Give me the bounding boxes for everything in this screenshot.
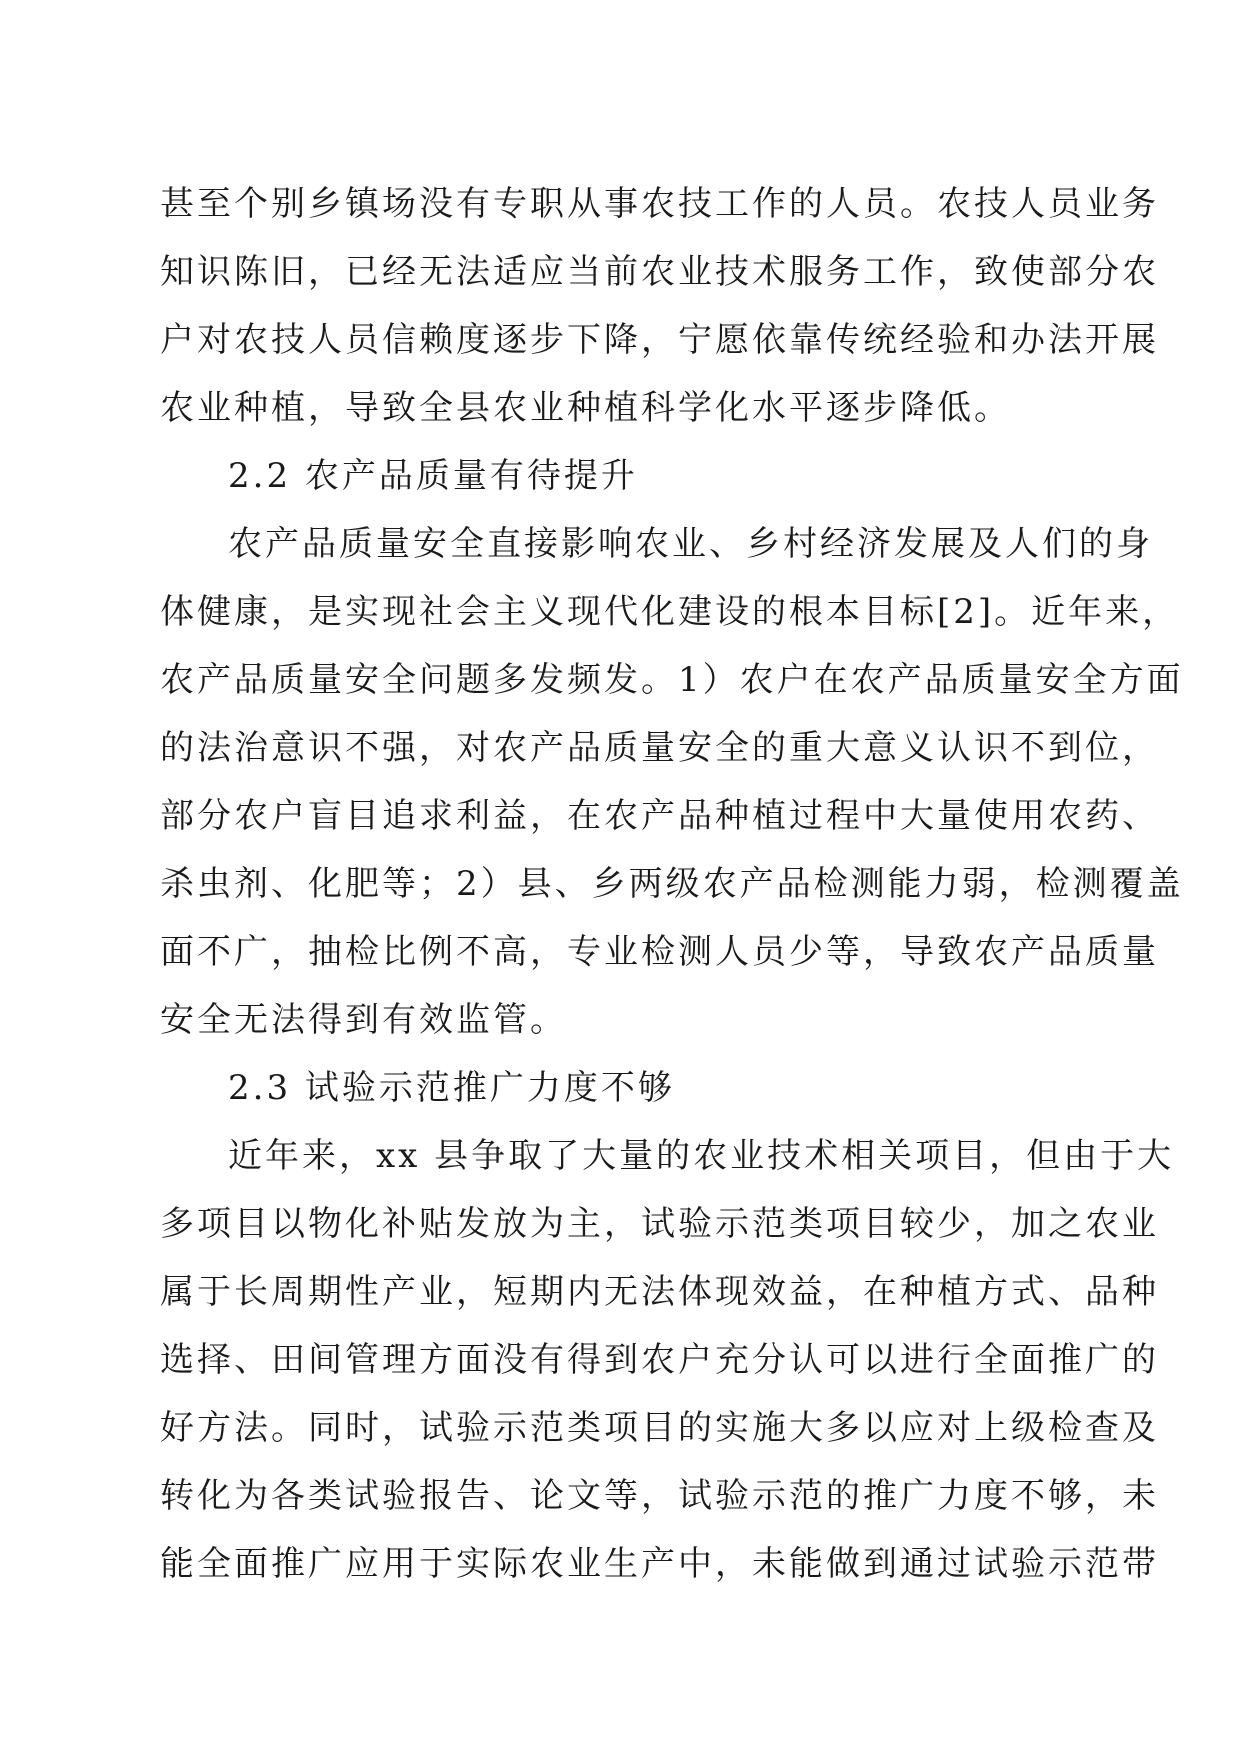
text-line: 甚至个别乡镇场没有专职从事农技工作的人员。农技人员业务 bbox=[160, 184, 1159, 224]
text-line: 户对农技人员信赖度逐步下降，宁愿依靠传统经验和办法开展 bbox=[160, 320, 1159, 360]
text-line: 农产品质量安全问题多发频发。1）农户在农产品质量安全方面 bbox=[160, 660, 1184, 700]
text-line: 部分农户盲目追求利益，在农产品种植过程中大量使用农药、 bbox=[160, 796, 1159, 836]
section-heading-2-3: 2.3 试验示范推广力度不够 bbox=[228, 1068, 675, 1108]
document-body bbox=[160, 170, 1184, 1598]
text-line: 近年来，xx 县争取了大量的农业技术相关项目，但由于大 bbox=[228, 1136, 1175, 1176]
text-line: 好方法。同时，试验示范类项目的实施大多以应对上级检查及 bbox=[160, 1408, 1159, 1448]
paragraph-2-3 bbox=[160, 1122, 1175, 1598]
text-line: 体健康，是实现社会主义现代化建设的根本目标[2]。近年来， bbox=[160, 592, 1180, 632]
text-line: 农业种植，导致全县农业种植科学化水平逐步降低。 bbox=[160, 388, 1011, 428]
text-line: 安全无法得到有效监管。 bbox=[160, 1000, 567, 1040]
text-line: 杀虫剂、化肥等；2）县、乡两级农产品检测能力弱，检测覆盖 bbox=[160, 864, 1184, 904]
paragraph-2-2 bbox=[160, 510, 1184, 1054]
text-line: 农产品质量安全直接影响农业、乡村经济发展及人们的身 bbox=[228, 524, 1153, 564]
text-line: 属于长周期性产业，短期内无法体现效益，在种植方式、品种 bbox=[160, 1272, 1159, 1312]
paragraph-1 bbox=[160, 170, 1159, 442]
text-line: 选择、田间管理方面没有得到农户充分认可以进行全面推广的 bbox=[160, 1340, 1159, 1380]
text-line: 的法治意识不强，对农产品质量安全的重大意义认识不到位， bbox=[160, 728, 1159, 768]
text-line: 多项目以物化补贴发放为主，试验示范类项目较少，加之农业 bbox=[160, 1204, 1159, 1244]
text-line: 面不广，抽检比例不高，专业检测人员少等，导致农产品质量 bbox=[160, 932, 1159, 972]
text-line: 知识陈旧，已经无法适应当前农业技术服务工作，致使部分农 bbox=[160, 252, 1159, 292]
text-line: 能全面推广应用于实际农业生产中，未能做到通过试验示范带 bbox=[160, 1544, 1159, 1584]
section-heading-2-2: 2.2 农产品质量有待提升 bbox=[228, 456, 638, 496]
text-line: 转化为各类试验报告、论文等，试验示范的推广力度不够，未 bbox=[160, 1476, 1159, 1516]
